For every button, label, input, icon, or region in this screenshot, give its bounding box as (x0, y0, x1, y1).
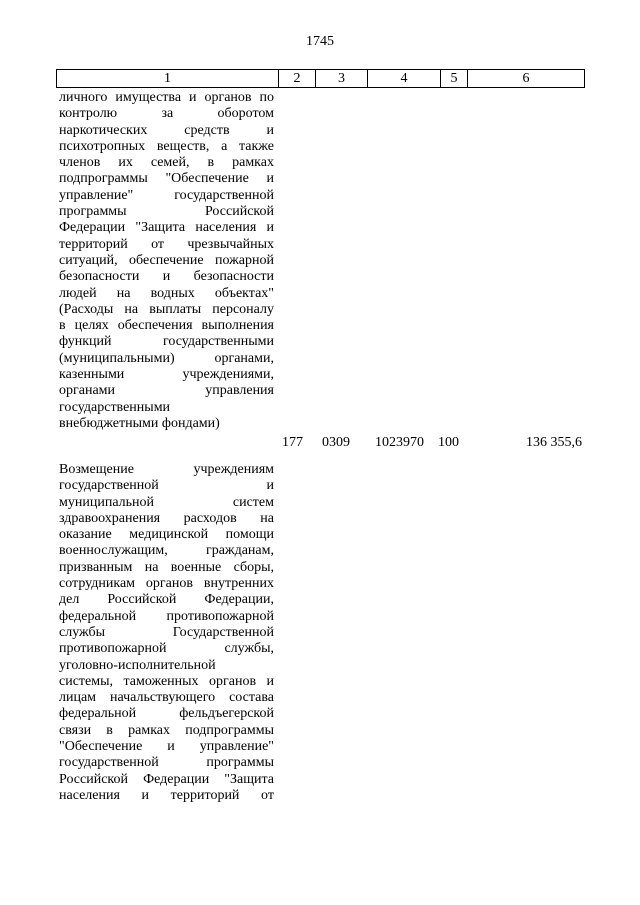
row-1-col-4: 1023970 (375, 435, 424, 450)
row-1-description (59, 90, 274, 432)
header-col-6: 6 (468, 70, 585, 88)
description-line: органами управления (59, 383, 274, 399)
description-line: внебюджетными фондами) (59, 415, 220, 431)
description-line: (муниципальными) органами, (59, 350, 274, 366)
header-col-4: 4 (368, 70, 441, 88)
description-line: сотрудникам органов внутренних (59, 576, 274, 592)
description-line: казенными учреждениями, (59, 367, 274, 383)
row-2-description (59, 462, 274, 804)
description-line: территорий от чрезвычайных (59, 236, 274, 252)
description-line: призванным на военные сборы, (59, 559, 274, 575)
description-line: федеральной противопожарной (59, 608, 274, 624)
description-line: муниципальной систем (59, 494, 274, 510)
header-col-5: 5 (441, 70, 468, 88)
description-line: программы Российской (59, 204, 274, 220)
description-line: военнослужащим, гражданам, (59, 543, 274, 559)
description-line: функций государственными (59, 334, 274, 350)
description-line: лицам начальствующего состава (59, 690, 274, 706)
header-col-1: 1 (57, 70, 279, 88)
description-line: Возмещение учреждениям (59, 462, 274, 477)
description-line: федеральной фельдъегерской (59, 706, 274, 722)
description-line: безопасности и безопасности (59, 269, 274, 285)
description-line: оказание медицинской помощи (59, 527, 274, 543)
header-row (57, 70, 585, 88)
header-col-3: 3 (316, 70, 368, 88)
description-line: контролю за оборотом (59, 106, 274, 122)
row-1-col-6: 136 355,6 (526, 435, 582, 450)
row-1-col-5: 100 (438, 435, 459, 450)
description-line: в целях обеспечения выполнения (59, 318, 274, 334)
page-number: 1745 (306, 34, 334, 49)
description-line: здравоохранения расходов на (59, 510, 274, 526)
row-1-col-3: 0309 (322, 435, 350, 450)
description-line: населения и территорий от (59, 787, 274, 803)
description-line: службы Государственной (59, 624, 274, 640)
description-line: ситуаций, обеспечение пожарной (59, 252, 274, 268)
description-line: психотропных веществ, а также (59, 138, 274, 154)
description-line: государственными (59, 399, 171, 415)
table-header (56, 69, 585, 88)
description-line: личного имущества и органов по (59, 90, 274, 105)
description-line: подпрограммы "Обеспечение и (59, 171, 274, 187)
description-line: наркотических средств и (59, 122, 274, 138)
description-line: людей на водных объектах" (59, 285, 274, 301)
description-line: Российской Федерации "Защита (59, 771, 274, 787)
description-line: связи в рамках подпрограммы (59, 722, 274, 738)
description-line: "Обеспечение и управление" (59, 739, 274, 755)
description-line: государственной и (59, 478, 274, 494)
row-1-col-2: 177 (282, 435, 303, 450)
description-line: (Расходы на выплаты персоналу (59, 301, 274, 317)
description-line: государственной программы (59, 755, 274, 771)
description-line: противопожарной службы, (59, 641, 274, 657)
header-col-2: 2 (279, 70, 316, 88)
description-line: членов их семей, в рамках (59, 155, 274, 171)
description-line: дел Российской Федерации, (59, 592, 274, 608)
description-line: Федерации "Защита населения и (59, 220, 274, 236)
description-line: системы, таможенных органов и (59, 673, 274, 689)
description-line: управление" государственной (59, 187, 274, 203)
description-line: уголовно-исполнительной (59, 657, 216, 673)
